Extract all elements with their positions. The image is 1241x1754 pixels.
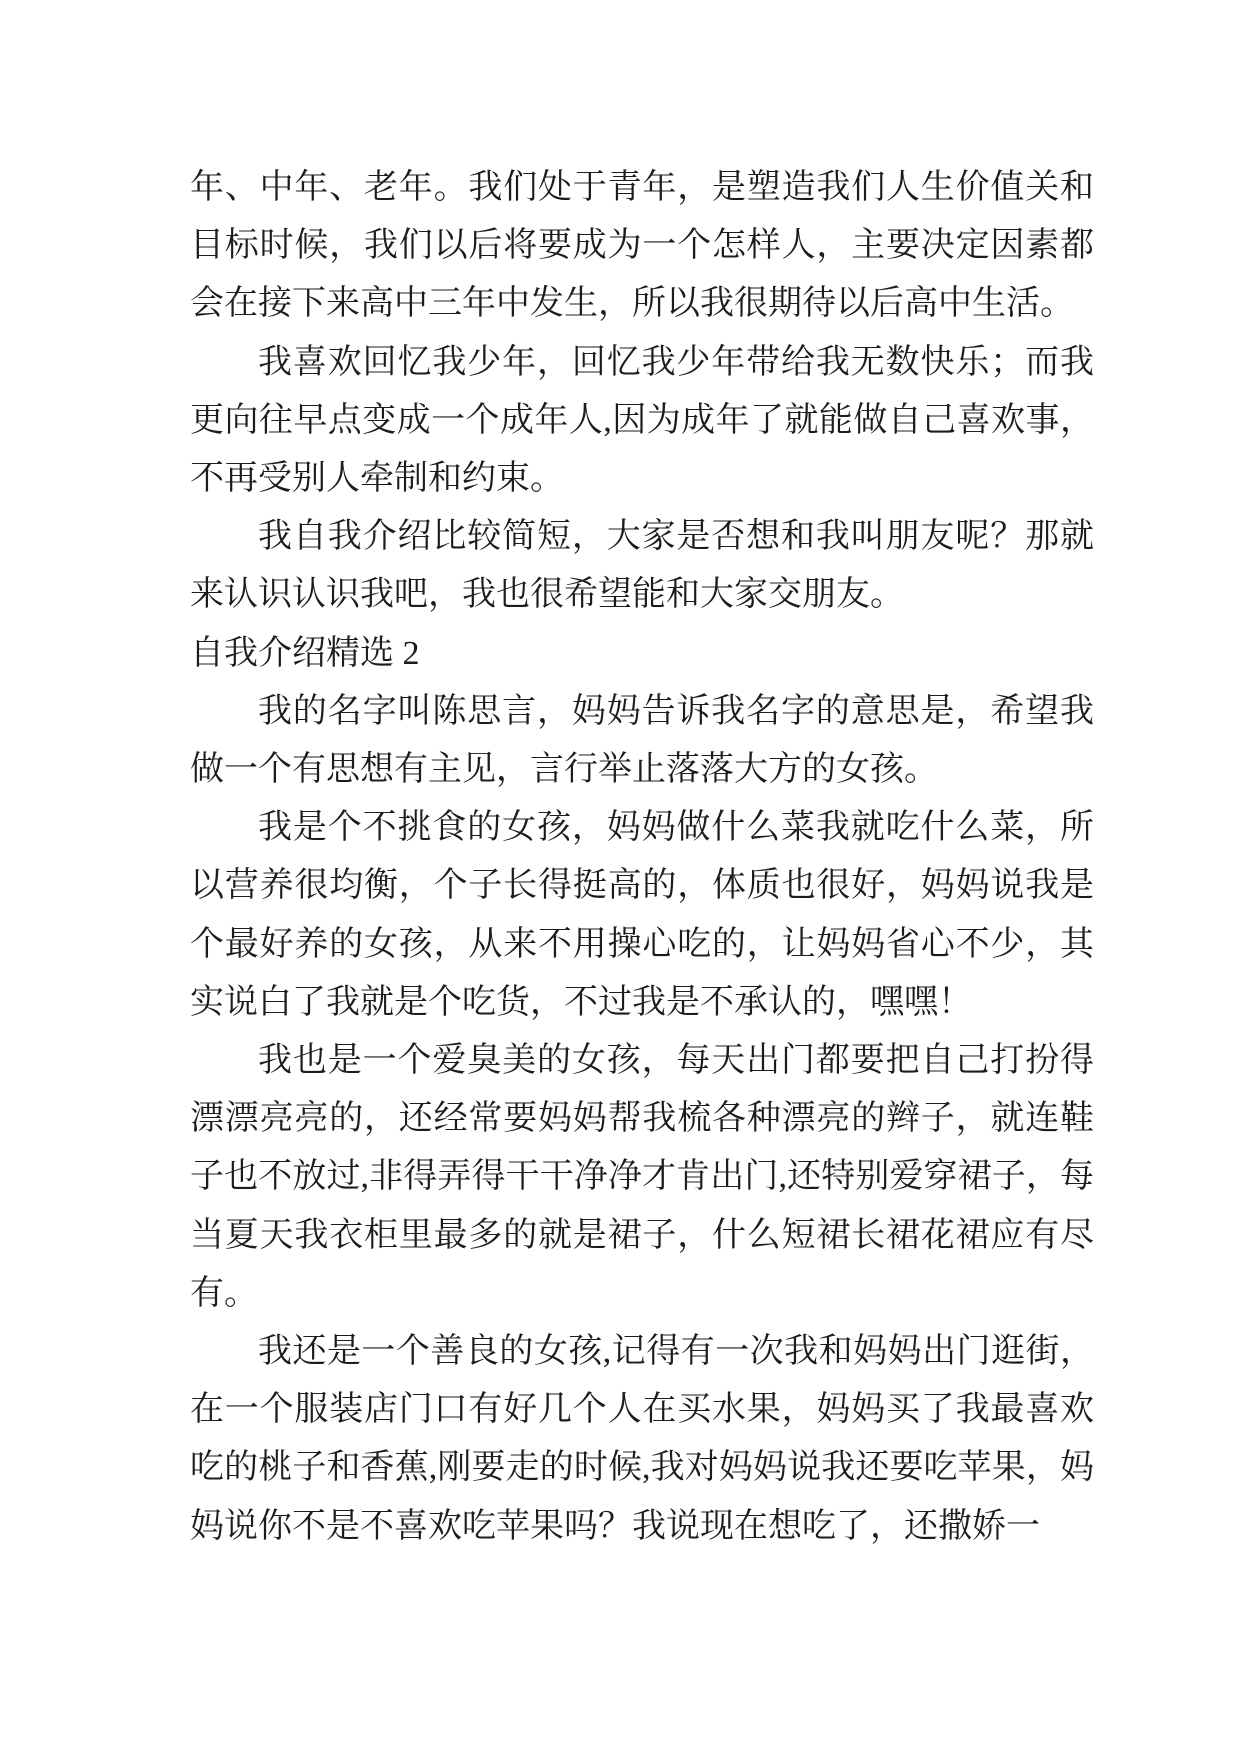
paragraph: 我的名字叫陈思言，妈妈告诉我名字的意思是，希望我做一个有思想有主见，言行举止落落大方的女孩。 xyxy=(190,692,1094,789)
section-heading: 自我介绍精选 2 xyxy=(190,634,420,672)
paragraph: 我还是一个善良的女孩,记得有一次我和妈妈出门逛街，在一个服装店门口有好几个人在买水果，妈妈买了我最喜欢吃的桃子和香蕉,刚要走的时候,我对妈妈说我还要吃苹果，妈妈说你不是不喜欢吃苹果吗？我说现在想吃了，还撒娇一 xyxy=(190,1333,1094,1545)
paragraph: 我自我介绍比较简短，大家是否想和我叫朋友呢？那就来认识认识我吧，我也很希望能和大家交朋友。 xyxy=(190,518,1094,614)
document-text-block xyxy=(190,159,1094,1556)
paragraph: 我是个不挑食的女孩，妈妈做什么菜我就吃什么菜，所以营养很均衡，个子长得挺高的，体质也很好，妈妈说我是个最好养的女孩，从来不用操心吃的，让妈妈省心不少，其实说白了我就是个吃货，不过我是不承认的，嘿嘿！ xyxy=(190,809,1094,1021)
paragraph: 我也是一个爱臭美的女孩，每天出门都要把自己打扮得漂漂亮亮的，还经常要妈妈帮我梳各种漂亮的辫子，就连鞋子也不放过,非得弄得干干净净才肯出门,还特别爱穿裙子，每当夏天我衣柜里最多的就是裙子，什么短裙长裙花裙应有尽有。 xyxy=(190,1042,1094,1312)
paragraph: 我喜欢回忆我少年，回忆我少年带给我无数快乐；而我更向往早点变成一个成年人,因为成年了就能做自己喜欢事，不再受别人牵制和约束。 xyxy=(190,343,1094,498)
paragraph-continuation: 年、中年、老年。我们处于青年，是塑造我们人生价值关和目标时候，我们以后将要成为一个怎样人，主要决定因素都会在接下来高中三年中发生，所以我很期待以后高中生活。 xyxy=(190,169,1094,323)
